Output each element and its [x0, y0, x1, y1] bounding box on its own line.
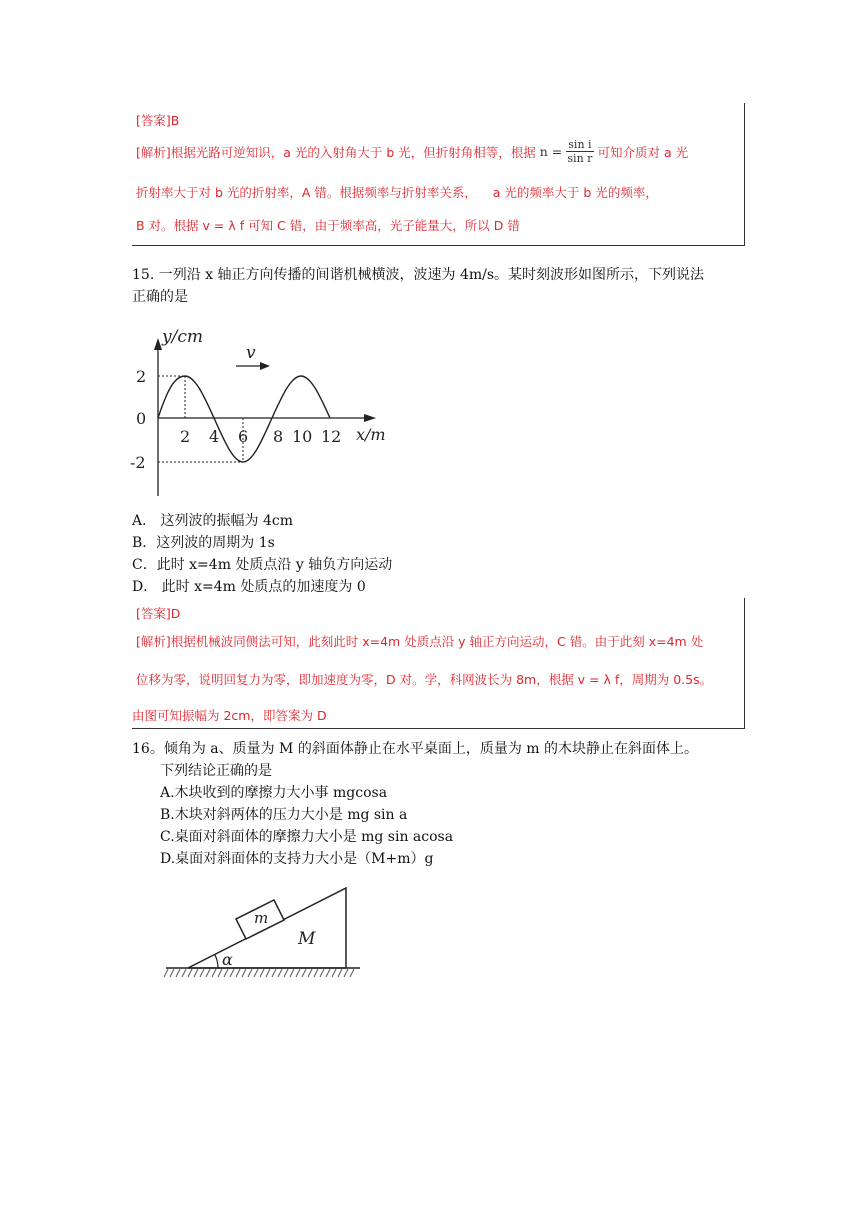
analysis-text-1b: 可知介质对 a 光 [597, 144, 689, 160]
question-15-line-2: 正确的是 [132, 289, 188, 305]
velocity-arrowhead [260, 362, 270, 370]
x-tick-6: 6 [238, 427, 249, 446]
answer-label-2: [答案]D [136, 606, 181, 621]
incline-figure [162, 878, 362, 982]
option-16a: A.木块收到的摩擦力大小事 mgcosa [160, 785, 388, 801]
analysis-text-1a: [解析]根据光路可逆知识，a 光的入射角大于 b 光，但折射角相等，根据 [136, 144, 536, 160]
analysis2-line-1: [解析]根据机械波同侧法可知，此刻此时 x=4m 处质点沿 y 轴正方向运动，C 错。由于此刻 x=4m 处 [136, 634, 704, 649]
x-tick-8: 8 [273, 427, 284, 446]
option-c: C．此时 x=4m 处质点沿 y 轴负方向运动 [132, 557, 393, 573]
analysis-line-1 [136, 138, 688, 165]
velocity-label: v [246, 343, 256, 363]
y-tick-neg2: -2 [130, 453, 146, 472]
x-tick-10: 10 [292, 427, 313, 446]
block-label: m [254, 909, 269, 927]
wave-graph [128, 318, 386, 500]
y-axis-arrow [154, 338, 162, 350]
x-tick-4: 4 [209, 427, 220, 446]
answer-label: [答案]B [136, 113, 180, 128]
question-16-line-1: 16。倾角为 a、质量为 M 的斜面体静止在水平桌面上，质量为 m 的木块静止在斜面体上。 [132, 741, 699, 757]
question-16-line-2: 下列结论正确的是 [160, 763, 272, 779]
x-axis-label: x/m [356, 425, 386, 444]
fraction-numerator: sin i [568, 138, 592, 151]
question-15-options [132, 510, 392, 598]
formula-lhs: n = [539, 144, 563, 159]
analysis2-line-2: 位移为零，说明回复力为零，即加速度为零，D 对。学，科网波长为 8m，根据 v = λ f，周期为 0.5s。 [136, 672, 713, 687]
option-16c: C.桌面对斜面体的摩擦力大小是 mg sin acosa [160, 829, 454, 845]
option-d: D． 此时 x=4m 处质点的加速度为 0 [132, 579, 366, 595]
refraction-fraction [566, 138, 593, 165]
option-b: B．这列波的周期为 1s [132, 535, 275, 551]
ground-hatching [164, 969, 354, 977]
option-16d: D.桌面对斜面体的支持力大小是（M+m）g [160, 851, 434, 867]
y-tick-0: 0 [136, 409, 147, 428]
fraction-denominator: sin r [567, 152, 593, 165]
angle-arc [215, 955, 218, 968]
option-a: A． 这列波的振幅为 4cm [132, 513, 294, 529]
analysis-line-3: B 对。根据 v = λ f 可知 C 错，由于频率高，光子能量大，所以 D 错 [136, 218, 520, 233]
y-axis-label: y/cm [162, 327, 203, 347]
question-15-line-1: 15. 一列沿 x 轴正方向传播的间谐机械横波，波速为 4m/s。某时刻波形如图所示，下列说法 [132, 267, 705, 283]
option-16b: B.木块对斜两体的压力大小是 mg sin a [160, 807, 408, 823]
question-16-options [160, 782, 453, 870]
wave-curve [158, 376, 330, 462]
y-tick-2: 2 [136, 367, 147, 386]
incline-label: M [298, 929, 316, 949]
x-tick-12: 12 [321, 427, 342, 446]
x-axis-arrow [364, 414, 376, 422]
analysis2-line-3: 由图可知振幅为 2cm，即答案为 D [132, 708, 327, 723]
angle-label: α [222, 950, 233, 969]
x-tick-2: 2 [180, 427, 191, 446]
analysis-line-2: 折射率大于对 b 光的折射率，A 错。根据频率与折射率关系， a 光的频率大于 b 光的频率， [136, 185, 658, 200]
